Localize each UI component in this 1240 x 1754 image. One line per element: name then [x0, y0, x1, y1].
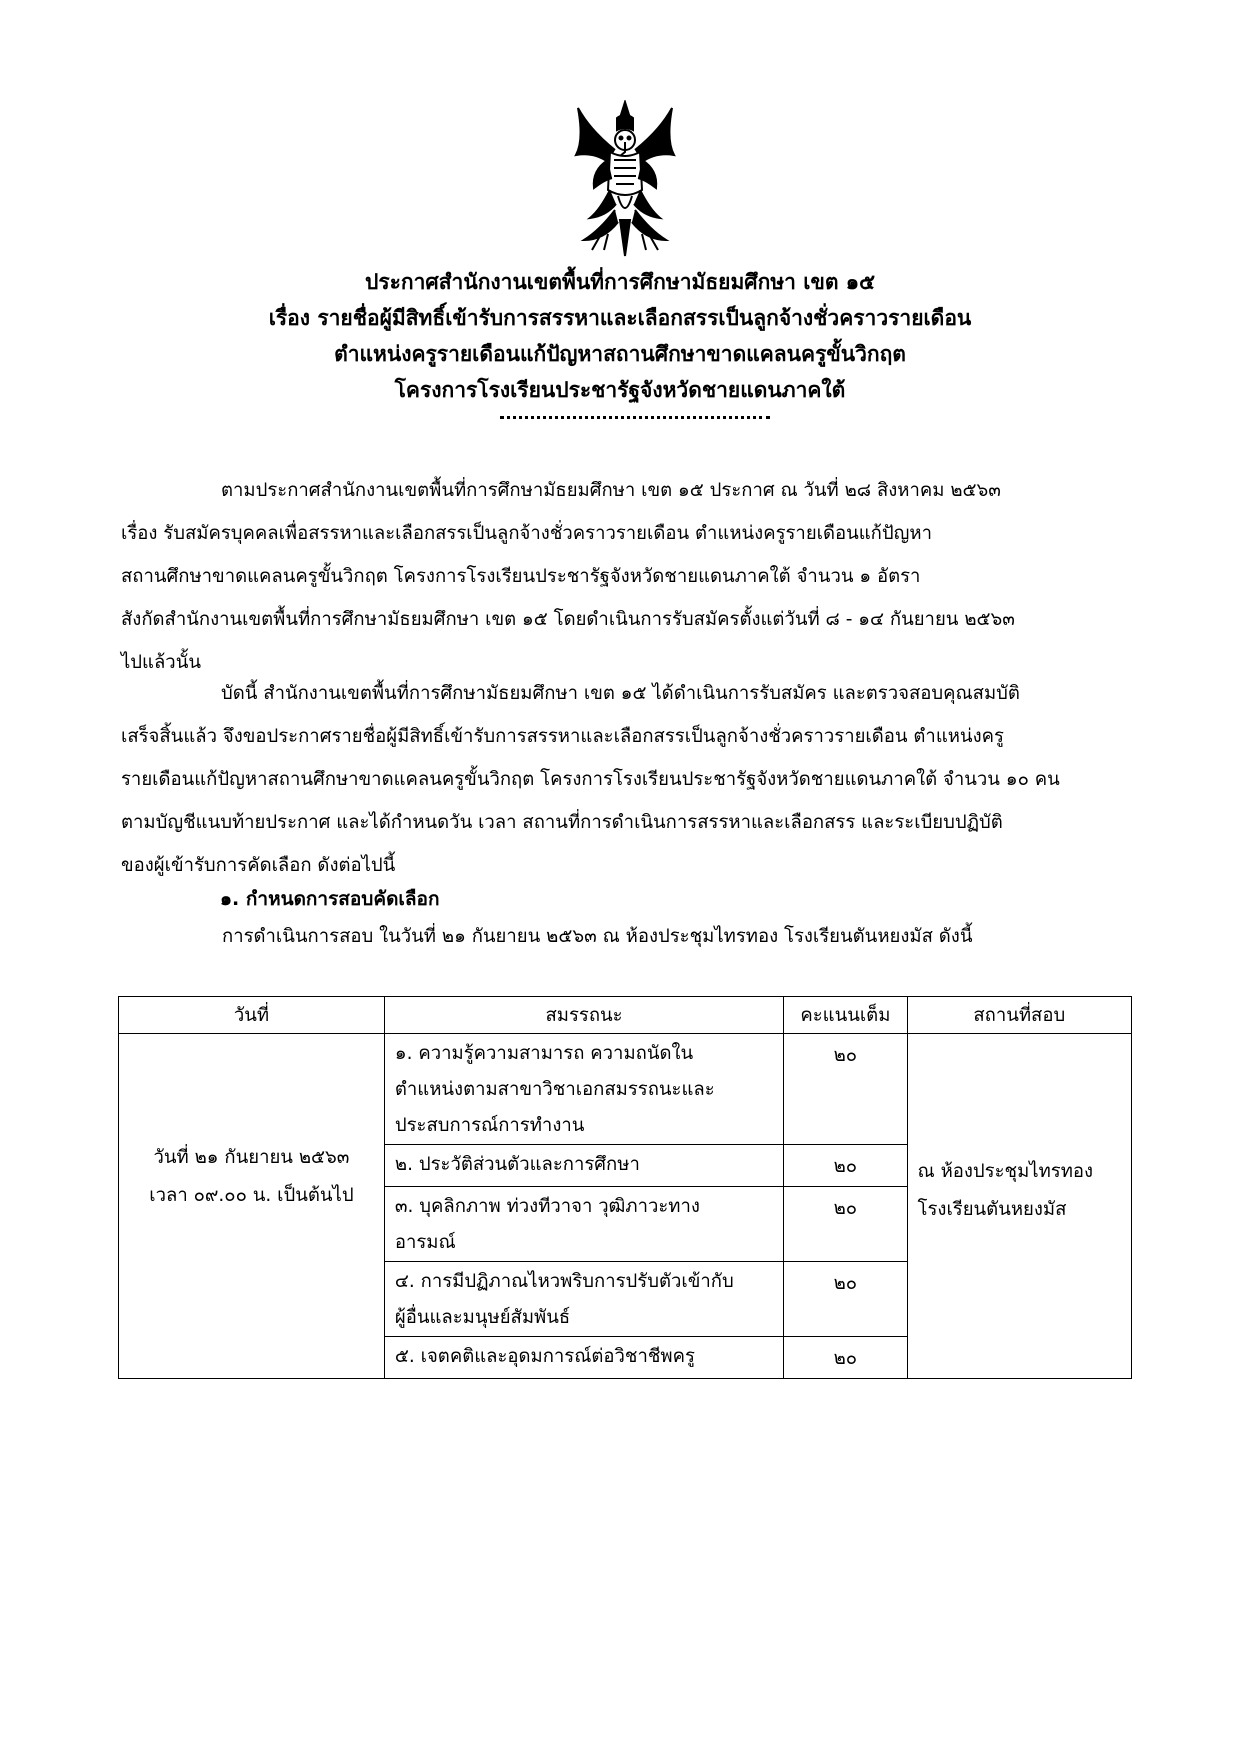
exam-schedule-table	[118, 996, 1132, 1379]
garuda-emblem-icon	[570, 100, 680, 260]
paragraph-reference	[121, 469, 1131, 684]
venue-room: ณ ห้องประชุมไทรทอง	[917, 1160, 1094, 1182]
title-divider	[500, 416, 770, 419]
table-header-row	[119, 997, 1132, 1034]
competency-line: ๑. ความรู้ความสามารถ ความถนัดใน	[394, 1043, 694, 1064]
paragraph-line: สถานศึกษาขาดแคลนครูขั้นวิกฤต โครงการโรงเรียนประชารัฐจังหวัดชายแดนภาคใต้ จำนวน ๑ อัตรา	[121, 566, 921, 587]
competency-cell	[384, 1145, 783, 1187]
paragraph-line: ไปแล้วนั้น	[121, 652, 201, 673]
header-full-score: คะแนนเต็ม	[784, 997, 907, 1034]
table-row	[119, 1034, 1132, 1145]
paragraph-announcement	[121, 672, 1131, 887]
announcement-title: ประกาศสำนักงานเขตพื้นที่การศึกษามัธยมศึกษา เขต ๑๕	[365, 270, 875, 294]
announcement-subject: เรื่อง รายชื่อผู้มีสิทธิ์เข้ารับการสรรหาและเลือกสรรเป็นลูกจ้างชั่วคราวรายเดือน	[268, 306, 972, 330]
paragraph-line: ของผู้เข้ารับการคัดเลือก ดังต่อไปนี้	[121, 855, 396, 876]
score-cell: ๒๐	[784, 1337, 907, 1379]
exam-date-cell	[119, 1034, 385, 1379]
competency-line: ผู้อื่นและมนุษย์สัมพันธ์	[394, 1307, 571, 1328]
competency-line: ๔. การมีปฏิภาณไหวพริบการปรับตัวเข้ากับ	[394, 1271, 734, 1292]
competency-line: ๒. ประวัติส่วนตัวและการศึกษา	[394, 1154, 640, 1175]
competency-cell	[384, 1034, 783, 1145]
announcement-project: โครงการโรงเรียนประชารัฐจังหวัดชายแดนภาคใต้	[394, 378, 846, 402]
paragraph-line: สังกัดสำนักงานเขตพื้นที่การศึกษามัธยมศึกษา เขต ๑๕ โดยดำเนินการรับสมัครตั้งแต่วันที่ ๘ - ๑๔ กันยายน ๒๕๖๓	[121, 609, 1015, 630]
competency-line: ตำแหน่งตามสาขาวิชาเอกสมรรถนะและ	[394, 1079, 715, 1100]
score-cell: ๒๐	[784, 1262, 907, 1337]
section-heading: ๑. กำหนดการสอบคัดเลือก	[220, 888, 440, 910]
announcement-position: ตำแหน่งครูรายเดือนแก้ปัญหาสถานศึกษาขาดแคลนครูขั้นวิกฤต	[334, 342, 906, 366]
paragraph-line: เสร็จสิ้นแล้ว จึงขอประกาศรายชื่อผู้มีสิทธิ์เข้ารับการสรรหาและเลือกสรรเป็นลูกจ้างชั่วคราวรายเดือน ตำแหน่งครู	[121, 726, 1004, 747]
competency-cell	[384, 1262, 783, 1337]
paragraph-line: เรื่อง รับสมัครบุคคลเพื่อสรรหาและเลือกสรรเป็นลูกจ้างชั่วคราวรายเดือน ตำแหน่งครูรายเดือนแก้ปัญหา	[121, 523, 932, 544]
venue-school: โรงเรียนตันหยงมัส	[917, 1198, 1067, 1220]
exam-date: วันที่ ๒๑ กันยายน ๒๕๖๓	[153, 1146, 350, 1168]
header-venue: สถานที่สอบ	[907, 997, 1131, 1034]
competency-line: ๓. บุคลิกภาพ ท่วงทีวาจา วุฒิภาวะทาง	[394, 1196, 700, 1217]
exam-time: เวลา ๐๙.๐๐ น. เป็นต้นไป	[149, 1184, 354, 1206]
score-cell: ๒๐	[784, 1187, 907, 1262]
paragraph-line: ตามประกาศสำนักงานเขตพื้นที่การศึกษามัธยมศึกษา เขต ๑๕ ประกาศ ณ วันที่ ๒๘ สิงหาคม ๒๕๖๓	[221, 480, 1001, 501]
competency-cell	[384, 1187, 783, 1262]
score-cell: ๒๐	[784, 1034, 907, 1145]
paragraph-line: บัดนี้ สำนักงานเขตพื้นที่การศึกษามัธยมศึกษา เขต ๑๕ ได้ดำเนินการรับสมัคร และตรวจสอบคุณสมบัติ	[221, 683, 1020, 704]
header-date: วันที่	[119, 997, 385, 1034]
competency-line: อารมณ์	[394, 1232, 456, 1253]
competency-line: ๕. เจตคติและอุดมการณ์ต่อวิชาชีพครู	[394, 1346, 695, 1367]
header-competency: สมรรถนะ	[384, 997, 783, 1034]
venue-cell	[907, 1034, 1131, 1379]
competency-line: ประสบการณ์การทำงาน	[394, 1115, 585, 1136]
score-cell: ๒๐	[784, 1145, 907, 1187]
competency-cell	[384, 1337, 783, 1379]
section-description: การดำเนินการสอบ ในวันที่ ๒๑ กันยายน ๒๕๖๓ ณ ห้องประชุมไทรทอง โรงเรียนตันหยงมัส ดังนี้	[222, 926, 973, 947]
paragraph-line: รายเดือนแก้ปัญหาสถานศึกษาขาดแคลนครูขั้นวิกฤต โครงการโรงเรียนประชารัฐจังหวัดชายแดนภาคใต้ จำนวน ๑๐ คน	[121, 769, 1060, 790]
paragraph-line: ตามบัญชีแนบท้ายประกาศ และได้กำหนดวัน เวลา สถานที่การดำเนินการสรรหาและเลือกสรร และระเบียบปฏิบัติ	[121, 812, 1003, 833]
